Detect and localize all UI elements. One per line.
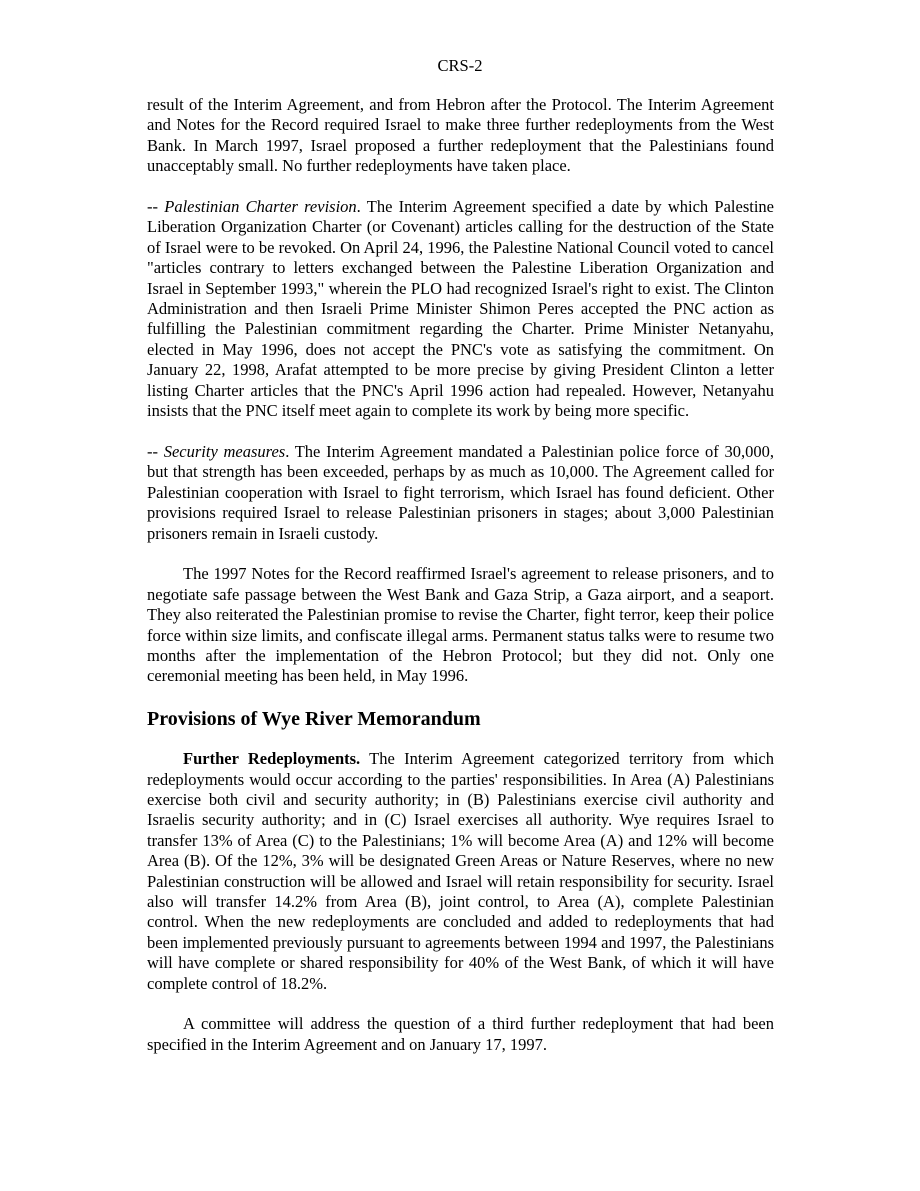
paragraph-further-redeployments [147, 749, 774, 994]
paragraph-notes-for-record: The 1997 Notes for the Record reaffirmed Israel's agreement to release prisoners, and to negotiate safe passage between the West Bank and Gaza Strip, a Gaza airport, and a seaport. They also reiterated the Palestinian promise to revise the Charter, fight terror, keep their police force within size limits, and confiscate illegal arms. Permanent status talks were to resume two months after the implementation of the Hebron Protocol; but they did not. Only one ceremonial meeting has been held, in May 1996. [147, 564, 774, 686]
paragraph-committee: A committee will address the question of a third further redeployment that had been specified in the Interim Agreement and on January 17, 1997. [147, 1014, 774, 1054]
paragraph-security-measures [147, 442, 774, 544]
further-redeployments-title: Further Redeployments. [183, 749, 361, 769]
charter-prefix: -- [147, 197, 165, 217]
security-measures-body: . The Interim Agreement mandated a Palestinian police force of 30,000, but that strength has been exceeded, perhaps by as much as 10,000. The Agreement called for Palestinian cooperation with Israel to fight terrorism, which Israel has found deficient. Other provisions required Israel to release Palestinian prisoners in stages; about 3,000 Palestinian prisoners remain in Israeli custody. [147, 441, 774, 543]
document-body [147, 95, 774, 1076]
security-prefix: -- [147, 441, 164, 461]
paragraph-charter-revision [147, 197, 774, 421]
page-number: CRS-2 [437, 56, 483, 75]
section-heading-wye-provisions: Provisions of Wye River Memorandum [147, 708, 481, 731]
charter-revision-body: . The Interim Agreement specified a date by which Palestine Liberation Organization Charter (or Covenant) articles calling for the destruction of the State of Israel were to be revoked. On April 24, 1996, the Palestine National Council voted to cancel "articles contrary to letters exchanged between the Palestine Liberation Organization and Israel in September 1993," wherein the PLO had recognized Israel's right to exist. The Clinton Administration and then Israeli Prime Minister Shimon Peres accepted the PNC action as fulfilling the Palestinian commitment regarding the Charter. Prime Minister Netanyahu, elected in May 1996, does not accept the PNC's vote as satisfying the commitment. On January 22, 1998, Arafat attempted to be more precise by giving President Clinton a letter listing Charter articles that the PNC's April 1996 action had repealed. However, Netanyahu insists that the PNC itself meet again to complete its work by being more specific. [147, 197, 774, 421]
further-redeployments-body: The Interim Agreement categorized territory from which redeployments would occur according to the parties' responsibilities. In Area (A) Palestinians exercise both civil and security authority; in (B) Palestinians exercise civil authority and Israelis security authority; and in (C) Israel exercises all authority. Wye requires Israel to transfer 13% of Area (C) to the Palestinians; 1% will become Area (A) and 12% will become Area (B). Of the 12%, 3% will be designated Green Areas or Nature Reserves, where no new Palestinian construction will be allowed and Israel will retain responsibility for security. Israel also will transfer 14.2% from Area (B), joint control, to Area (A), complete Palestinian control. When the new redeployments are concluded and added to redeployments that had been implemented previously pursuant to agreements between 1994 and 1997, the Palestinians will have complete or shared responsibility for 40% of the West Bank, of which it will have complete control of 18.2%. [147, 749, 775, 993]
charter-revision-title: Palestinian Charter revision [164, 197, 357, 217]
paragraph-redeployments-intro: result of the Interim Agreement, and from Hebron after the Protocol. The Interim Agreement and Notes for the Record required Israel to make three further redeployments from the West Bank. In March 1997, Israel proposed a further redeployment that the Palestinians found unacceptably small. No further redeployments have taken place. [147, 95, 774, 176]
security-measures-title: Security measures [163, 441, 286, 461]
